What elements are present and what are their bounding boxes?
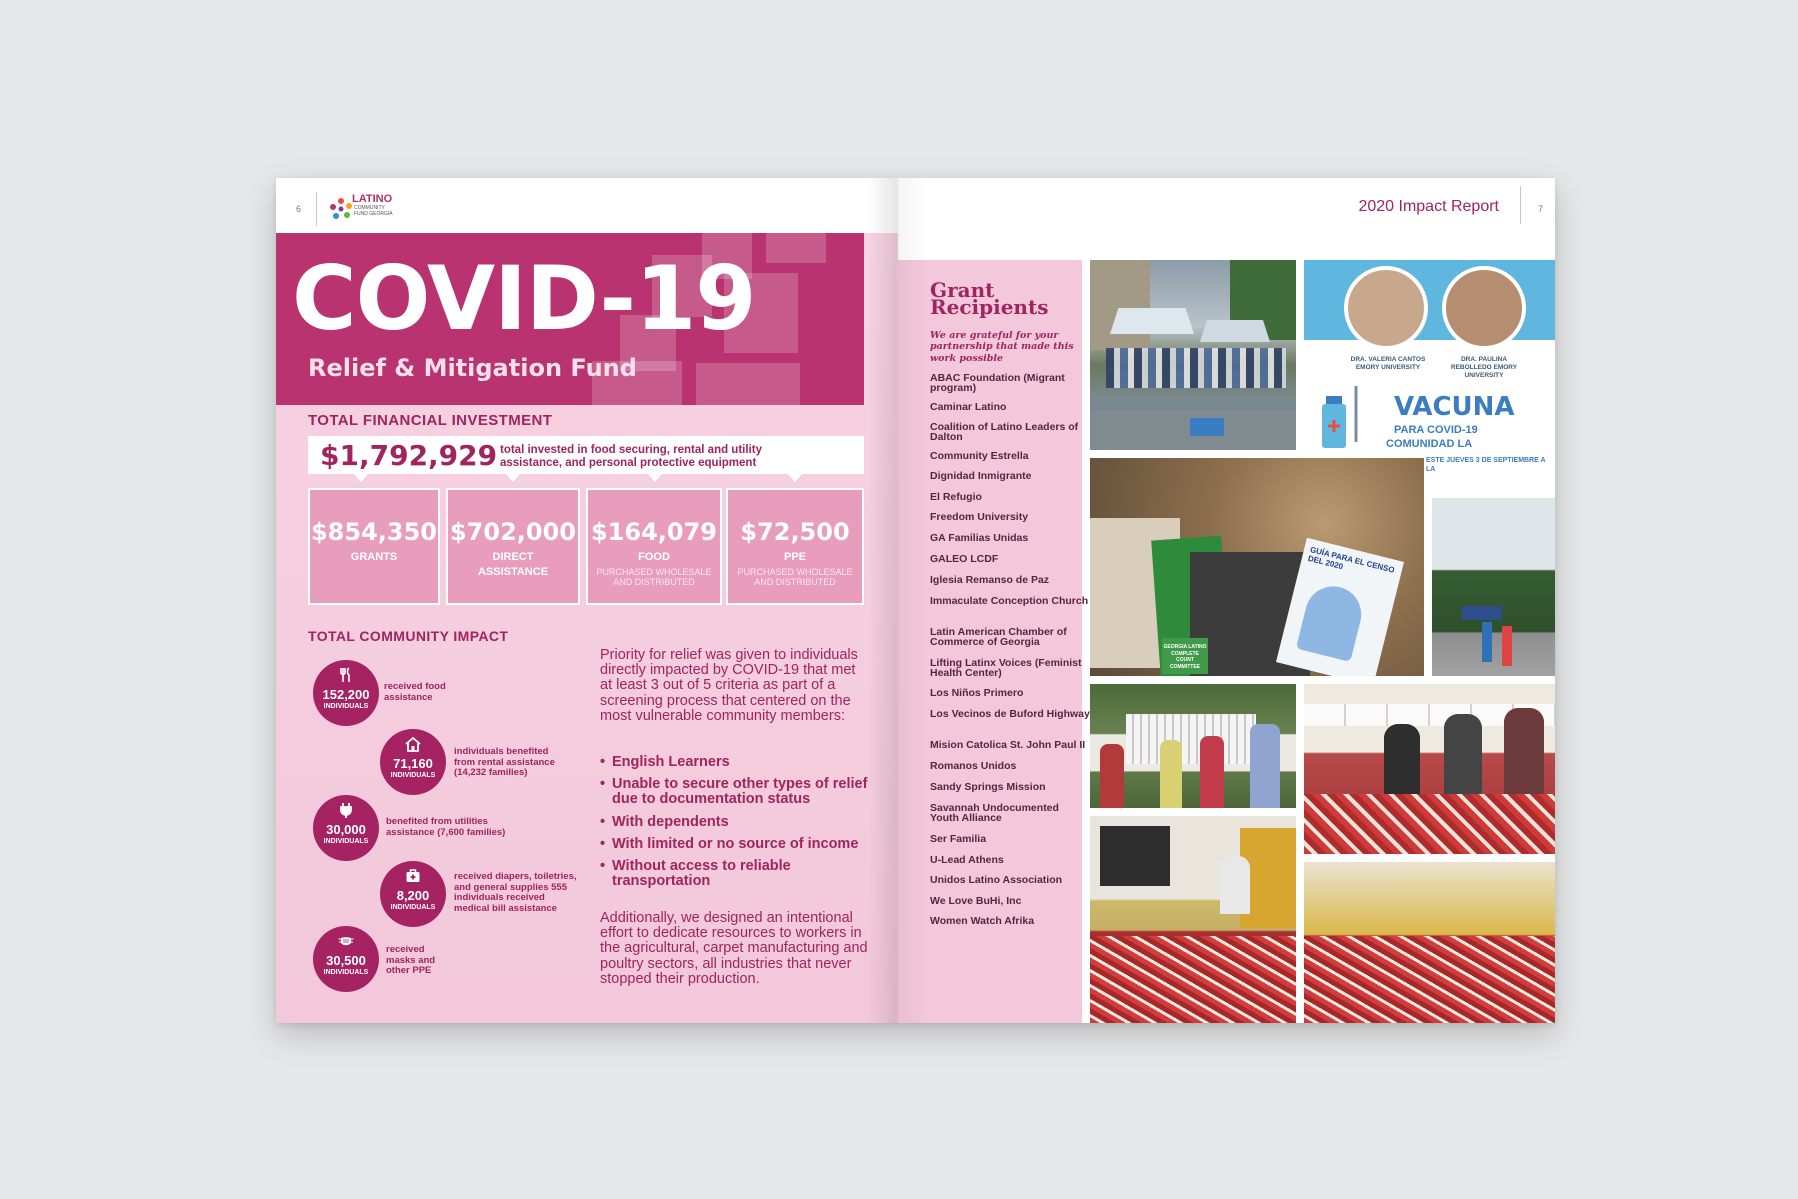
recipient-item: GALEO LCDF — [930, 553, 999, 565]
impact-heading: TOTAL COMMUNITY IMPACT — [308, 628, 509, 644]
recipient-item: Los Vecinos de Buford Highway — [930, 708, 1090, 720]
recipient-item: Caminar Latino — [930, 401, 1007, 413]
plug-icon — [338, 802, 354, 818]
stat-label: PPE — [783, 551, 806, 563]
right-page — [898, 178, 1555, 1023]
impact-unit: INDIVIDUALS — [390, 904, 436, 911]
flyer-subline: PARA COVID-19 — [1394, 424, 1478, 436]
recipient-item: Immaculate Conception Church — [930, 595, 1089, 607]
total-description: total invested in food securing, rental and utility assistance, and personal protective equipment — [500, 444, 762, 470]
recipient-item: Romanos Unidos — [930, 760, 1017, 772]
stat-sublabel: PURCHASED WHOLESALE AND DISTRIBUTED — [596, 566, 712, 587]
recipient-item: Iglesia Remanso de Paz — [930, 574, 1050, 586]
medkit-icon — [405, 868, 421, 884]
grant-recipients-panel — [898, 260, 1090, 1023]
house-icon — [405, 736, 421, 752]
header-divider — [1520, 186, 1521, 224]
photo-tent-event — [1090, 260, 1296, 450]
banner-title: COVID-19 — [292, 247, 756, 350]
grant-intro: We are grateful for your partnership that made this work possible — [930, 330, 1074, 364]
stat-direct-assistance — [446, 488, 580, 605]
criteria-item: • English Learners — [600, 755, 870, 770]
grant-title: Grant Recipients — [930, 278, 1049, 319]
brochure-spread — [276, 178, 1555, 1023]
speaker-photo-2 — [1442, 266, 1526, 350]
flyer-subline: COMUNIDAD LA — [1386, 438, 1473, 450]
impact-circle-supplies — [380, 861, 446, 927]
flyer-date: ESTE JUEVES 3 DE SEPTIEMBRE A LA — [1426, 457, 1546, 474]
photo-house-group — [1090, 684, 1296, 808]
recipient-item: GA Familias Unidas — [930, 532, 1029, 544]
census-flyer-title: GUÍA PARA EL CENSO DEL 2020 — [1306, 545, 1396, 575]
banner-subtitle: Relief & Mitigation Fund — [308, 354, 637, 382]
impact-circle-utilities — [313, 795, 379, 861]
speaker-photo-1 — [1344, 266, 1428, 350]
stat-amount: $164,079 — [590, 518, 717, 546]
left-page — [276, 178, 898, 1023]
photo-outdoor-line — [1432, 498, 1555, 676]
criteria-item: • Without access to reliable transportation — [600, 859, 870, 889]
report-title: 2020 Impact Report — [1358, 198, 1499, 215]
recipient-item: Dignidad Inmigrante — [930, 470, 1032, 482]
stat-amount: $702,000 — [449, 518, 576, 546]
speaker-caption: DRA. PAULINA REBOLLEDO EMORY UNIVERSITY — [1450, 356, 1518, 379]
vaccine-vial-icon — [1318, 384, 1362, 454]
decor-square — [766, 233, 826, 263]
closing-paragraph: Additionally, we designed an intentional effort to dedicate resources to workers in the agricultural, carpet manufacturing and poultry sectors, all industries that never stopped their production. — [600, 910, 868, 987]
recipient-item: Savannah Undocumented Youth Alliance — [930, 802, 1059, 824]
recipient-item: U-Lead Athens — [930, 854, 1004, 866]
stat-amount: $72,500 — [740, 518, 850, 546]
recipient-item: Coalition of Latino Leaders of Dalton — [930, 421, 1079, 443]
impact-circle-rental — [380, 729, 446, 795]
page-number-right: 7 — [1537, 204, 1543, 214]
pointer-notch — [788, 474, 802, 482]
impact-circle-food — [313, 660, 379, 726]
pointer-notch — [354, 474, 368, 482]
criteria-list — [600, 755, 870, 897]
recipient-item: Latin American Chamber of Commerce of Georgia — [930, 626, 1067, 648]
recipient-item: ABAC Foundation (Migrant program) — [930, 372, 1065, 394]
priority-paragraph: Priority for relief was given to individuals directly impacted by COVID-19 that met at least 3 out of 5 criteria as part of a screening process that centered on the most vulnerable community members: — [600, 647, 858, 724]
impact-number: 30,000 — [326, 822, 366, 837]
stat-food — [586, 488, 722, 605]
impact-number: 8,200 — [396, 888, 430, 903]
impact-unit: INDIVIDUALS — [390, 772, 436, 779]
utensils-icon — [338, 667, 354, 683]
criteria-item: • With dependents — [600, 815, 870, 830]
stat-label: DIRECT ASSISTANCE — [477, 551, 549, 578]
pointer-notch — [506, 474, 520, 482]
stat-sublabel: PURCHASED WHOLESALE AND DISTRIBUTED — [737, 566, 853, 587]
stat-grants — [308, 488, 440, 605]
recipient-item: Women Watch Afrika — [930, 915, 1035, 927]
impact-text: individuals benefited from rental assistance (14,232 families) — [454, 746, 555, 779]
vaccine-webinar-flyer — [1304, 260, 1555, 490]
pointer-notch — [648, 474, 662, 482]
total-amount: $1,792,929 — [320, 439, 498, 472]
census-card: GEORGIA LATINO COMPLETE COUNT COMMITTEE — [1162, 638, 1208, 674]
flyer-headline: VACUNA — [1394, 392, 1515, 422]
impact-number: 30,500 — [326, 953, 366, 968]
logo-mark-icon — [328, 196, 354, 222]
photo-volunteers — [1304, 684, 1555, 854]
impact-number: 152,200 — [322, 687, 370, 702]
page-number-left: 6 — [296, 204, 302, 214]
photo-food-distribution — [1090, 816, 1296, 1023]
covid-banner — [276, 233, 864, 405]
stat-label: GRANTS — [350, 551, 398, 563]
recipient-item: Mision Catolica St. John Paul II — [930, 739, 1086, 751]
recipient-item: Freedom University — [930, 511, 1029, 523]
recipient-item: Ser Familia — [930, 833, 987, 845]
total-investment-box — [308, 436, 864, 474]
impact-number: 71,160 — [393, 756, 433, 771]
criteria-item: • Unable to secure other types of relief due to documentation status — [600, 777, 870, 807]
recipient-item: Community Estrella — [930, 450, 1029, 462]
photo-food-distribution-extended — [1304, 862, 1555, 1023]
header-divider — [316, 192, 317, 226]
stat-amount: $854,350 — [310, 518, 437, 546]
impact-text: benefited from utilities assistance (7,600 families) — [386, 816, 506, 838]
stat-ppe — [726, 488, 864, 605]
recipient-item: Sandy Springs Mission — [930, 781, 1046, 793]
financial-heading: TOTAL FINANCIAL INVESTMENT — [308, 412, 553, 429]
recipient-item: Los Niños Primero — [930, 687, 1024, 699]
recipient-item: Unidos Latino Association — [930, 874, 1063, 886]
mask-icon — [338, 933, 354, 949]
recipient-item: Lifting Latinx Voices (Feminist Health Center) — [930, 657, 1082, 679]
stat-label: FOOD — [638, 551, 670, 563]
impact-text: received diapers, toiletries, and general supplies 555 individuals received medical bill assistance — [454, 871, 577, 914]
recipient-item: We Love BuHi, Inc — [930, 895, 1022, 907]
photo-food-bag — [1090, 458, 1424, 676]
recipient-item: El Refugio — [930, 491, 982, 503]
speaker-caption: DRA. VALERIA CANTOS EMORY UNIVERSITY — [1350, 356, 1426, 371]
impact-text: received food assistance — [384, 681, 446, 703]
latino-community-fund-logo — [328, 194, 394, 226]
impact-text: received masks and other PPE — [386, 944, 436, 977]
logo-subtitle: COMMUNITY FUND GEORGIA — [354, 205, 393, 217]
impact-unit: INDIVIDUALS — [323, 969, 369, 976]
impact-circle-ppe — [313, 926, 379, 992]
impact-unit: INDIVIDUALS — [323, 838, 369, 845]
criteria-item: • With limited or no source of income — [600, 837, 870, 852]
impact-unit: INDIVIDUALS — [323, 703, 369, 710]
decor-square — [696, 363, 800, 405]
logo-name: LATINO — [352, 193, 393, 205]
